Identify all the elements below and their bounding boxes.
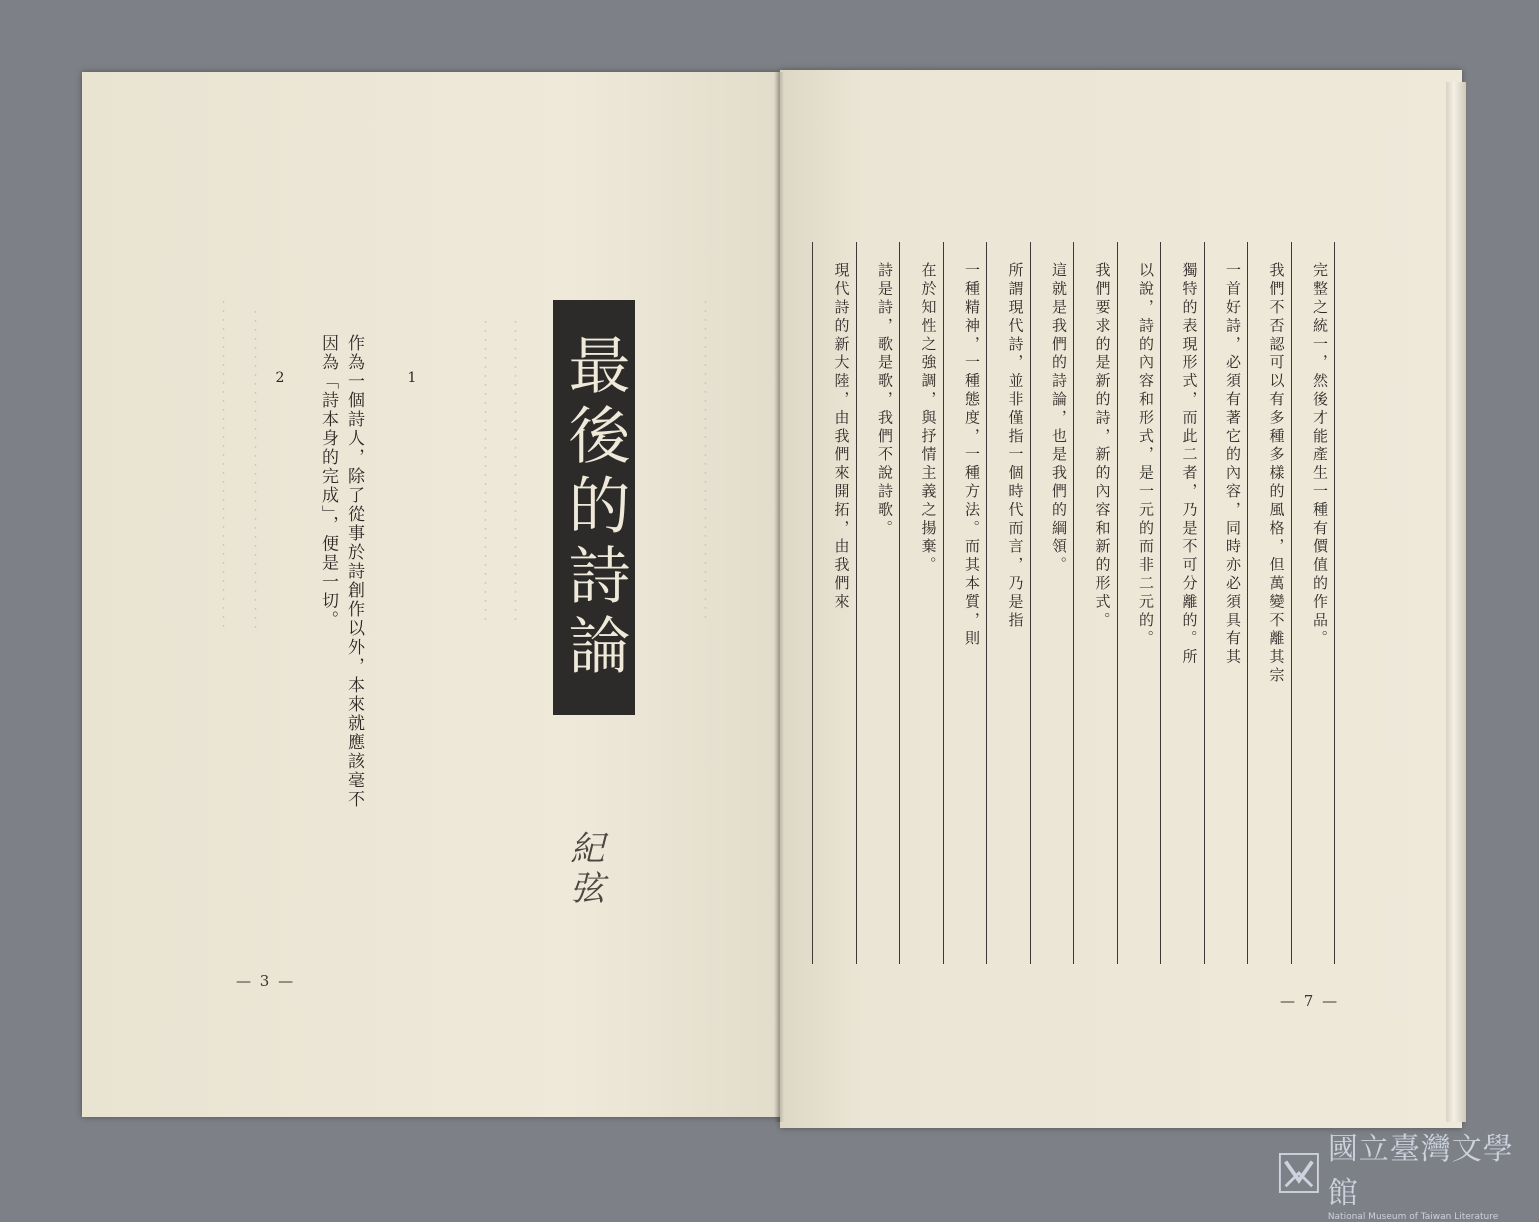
text-column: 一首好詩，必須有著它的內容，同時亦必須具有其 [1224, 262, 1242, 667]
section-number-1: 1 [404, 370, 420, 388]
nmtl-logo-icon [1278, 1151, 1320, 1195]
column-rule [856, 242, 857, 964]
text-column: 以說，詩的內容和形式，是一元的而非二元的。 [1137, 262, 1155, 649]
column-rule [812, 242, 813, 964]
book-gutter [774, 72, 784, 1122]
text-column: 我們不否認可以有多種多樣的風格，但萬變不離其宗 [1267, 262, 1286, 686]
right-page [780, 70, 1462, 1128]
column-rule [1291, 242, 1292, 964]
bleed-through-text: ．．．．．．．．．．．．．．．．．．．．．．．．．．．．．．．．．．．． [692, 300, 708, 631]
watermark-name-cn: 國立臺灣文學館 [1327, 1132, 1514, 1211]
text-line-2: 因為「詩本身的完成」，便是一切。 [318, 334, 338, 630]
text-line-1: 作為一個詩人，除了從事於詩創作以外，本來就應該毫不 [344, 334, 364, 809]
bleed-through-text: ．．．．．．．．．．．．．．．．．．．．．．．．．．．．．．．．．． [472, 320, 488, 633]
page-edge [1446, 82, 1466, 1122]
text-column: 詩是詩，歌是歌，我們不說詩歌。 [876, 262, 894, 538]
page-number-right: — 7 — [1280, 992, 1340, 1010]
column-rule [943, 242, 944, 964]
text-column: 這就是我們的詩論，也是我們的綱領。 [1050, 262, 1068, 575]
text-column: 所謂現代詩，並非僅指一個時代而言，乃是指 [1006, 262, 1025, 630]
column-rule [1334, 242, 1335, 964]
column-rule [986, 242, 987, 964]
text-column: 完整之統一，然後才能產生一種有價值的作品。 [1311, 262, 1329, 649]
column-rule [1160, 242, 1161, 964]
column-rule [1030, 242, 1031, 964]
column-rule [1204, 242, 1205, 964]
text-column: 現代詩的新大陸，由我們來開拓，由我們來 [832, 262, 851, 612]
column-rule [1073, 242, 1074, 964]
bleed-through-text: ．．．．．．．．．．．．．．．．．．．．．．．．．．．．．．．．．． [502, 320, 518, 633]
page-title: 最後的詩論 [558, 332, 631, 683]
column-rule [1117, 242, 1118, 964]
title-block [553, 300, 635, 715]
column-rule [899, 242, 900, 964]
museum-watermark [1278, 1132, 1534, 1222]
text-column: 在於知性之強調，與抒情主義之揚棄。 [919, 262, 938, 575]
page-number-left: — 3 — [236, 972, 296, 990]
text-column: 一種精神，一種態度，一種方法。而其本質，則 [963, 262, 981, 649]
watermark-name-en: National Museum of Taiwan Literature [1327, 1212, 1499, 1222]
left-page [82, 72, 780, 1117]
text-column: 獨特的表現形式，而此二者，乃是不可分離的。所 [1180, 262, 1199, 667]
column-rule [1247, 242, 1248, 964]
bleed-through-text: ．．．．．．．．．．．．．．．．．．．．．．．．．．．．．．．．．．．．． [210, 300, 226, 640]
author-signature: 紀弦 [564, 830, 604, 910]
text-column: 我們要求的是新的詩，新的內容和新的形式。 [1093, 262, 1112, 630]
section-number-2: 2 [272, 370, 288, 388]
bleed-through-text: ．．．．．．．．．．．．．．．．．．．．．．．．．．．．．．．．．．．． [242, 310, 258, 641]
